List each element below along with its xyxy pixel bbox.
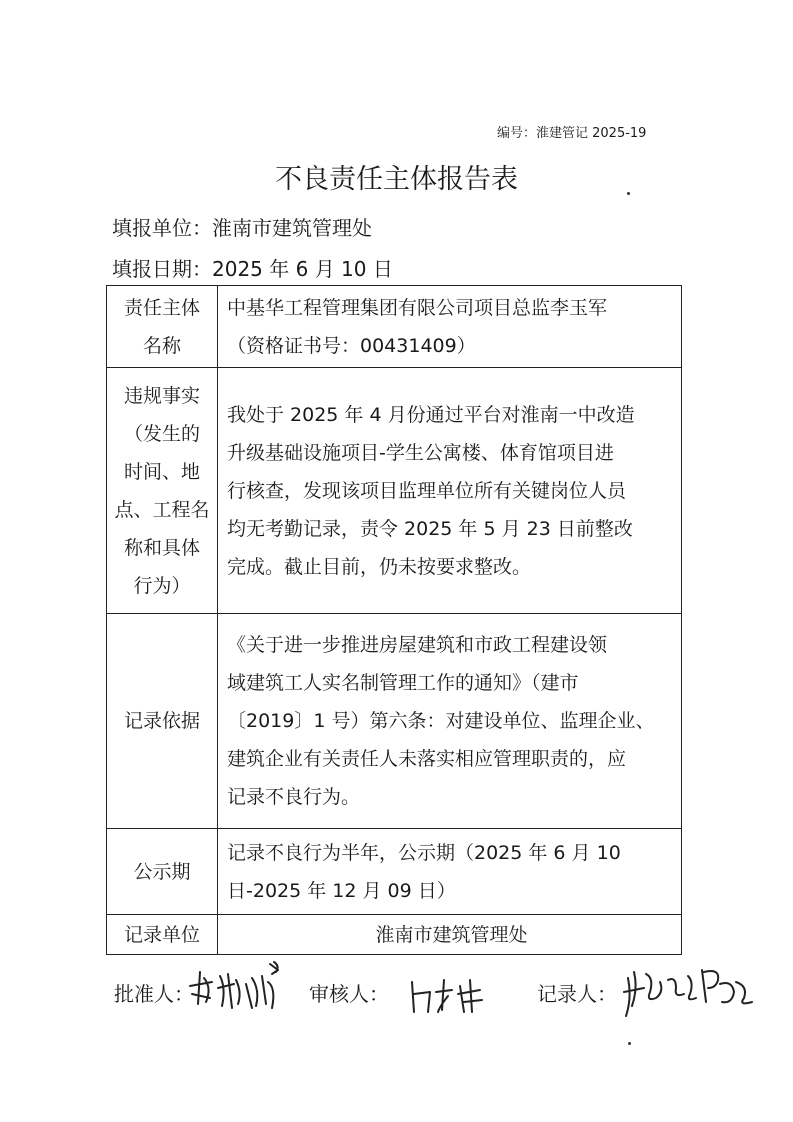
row-record-unit <box>107 915 682 955</box>
label-line: （发生的 <box>123 422 200 445</box>
scan-speck <box>627 192 630 195</box>
reporting-unit: 填报单位：淮南市建筑管理处 <box>112 216 372 240</box>
value-line: 日-2025 年 12 月 09 日） <box>227 879 456 902</box>
label-line: 违规事实 <box>123 384 200 407</box>
value-line: 记录不良行为半年，公示期（2025 年 6 月 10 <box>227 841 621 864</box>
scan-speck <box>628 1042 631 1045</box>
value-line: （资格证书号：00431409） <box>227 334 476 357</box>
recorder-signature <box>620 958 760 1022</box>
value-line: 《关于进一步推进房屋建筑和市政工程建设领 <box>227 634 608 656</box>
value-record-basis <box>218 614 682 829</box>
value-line: 完成。截止目前，仍未按要求整改。 <box>227 555 532 578</box>
recorder-label: 记录人： <box>537 982 617 1006</box>
value-line: 行核查，发现该项目监理单位所有关键岗位人员 <box>227 479 627 502</box>
label-line: 责任主体 <box>123 296 200 319</box>
value-line: 我处于 2025 年 4 月份通过平台对淮南一中改造 <box>227 403 635 426</box>
approver-signature <box>182 958 292 1018</box>
label-record-basis: 记录依据 <box>107 614 218 829</box>
value-line: 中基华工程管理集团有限公司项目总监李玉军 <box>227 296 608 319</box>
label-responsible-party <box>107 286 218 368</box>
label-line: 时间、地 <box>123 460 200 483</box>
label-line: 称和具体 <box>123 536 200 559</box>
report-table <box>106 285 682 955</box>
value-record-unit: 淮南市建筑管理处 <box>218 915 682 955</box>
value-line: 升级基础设施项目-学生公寓楼、体育馆项目进 <box>227 441 614 464</box>
value-publicity-period <box>218 829 682 915</box>
label-publicity-period: 公示期 <box>107 829 218 915</box>
row-violation-facts <box>107 368 682 614</box>
row-publicity-period <box>107 829 682 915</box>
value-responsible-party <box>218 286 682 368</box>
value-line: 均无考勤记录，责令 2025 年 5 月 23 日前整改 <box>227 517 633 540</box>
value-line: 域建筑工人实名制管理工作的通知》（建市 <box>227 672 579 694</box>
label-record-unit: 记录单位 <box>107 915 218 955</box>
value-violation-facts <box>218 368 682 614</box>
reviewer-label: 审核人： <box>309 982 389 1006</box>
reviewer-signature <box>404 972 494 1018</box>
label-line: 名称 <box>142 334 181 357</box>
row-responsible-party <box>107 286 682 368</box>
reporting-date: 填报日期：2025 年 6 月 10 日 <box>112 257 393 281</box>
value-line: 建筑企业有关责任人未落实相应管理职责的，应 <box>227 748 627 770</box>
row-record-basis <box>107 614 682 829</box>
approver-label: 批准人： <box>114 982 194 1006</box>
page-title: 不良责任主体报告表 <box>275 164 518 195</box>
label-line: 行为） <box>133 574 191 597</box>
label-line: 点、工程名 <box>114 498 210 521</box>
value-line: 记录不良行为。 <box>227 786 361 808</box>
value-line: 〔2019〕1 号）第六条：对建设单位、监理企业、 <box>227 710 655 732</box>
label-violation-facts <box>107 368 218 614</box>
document-number: 编号：淮建管记 2025-19 <box>497 126 647 141</box>
